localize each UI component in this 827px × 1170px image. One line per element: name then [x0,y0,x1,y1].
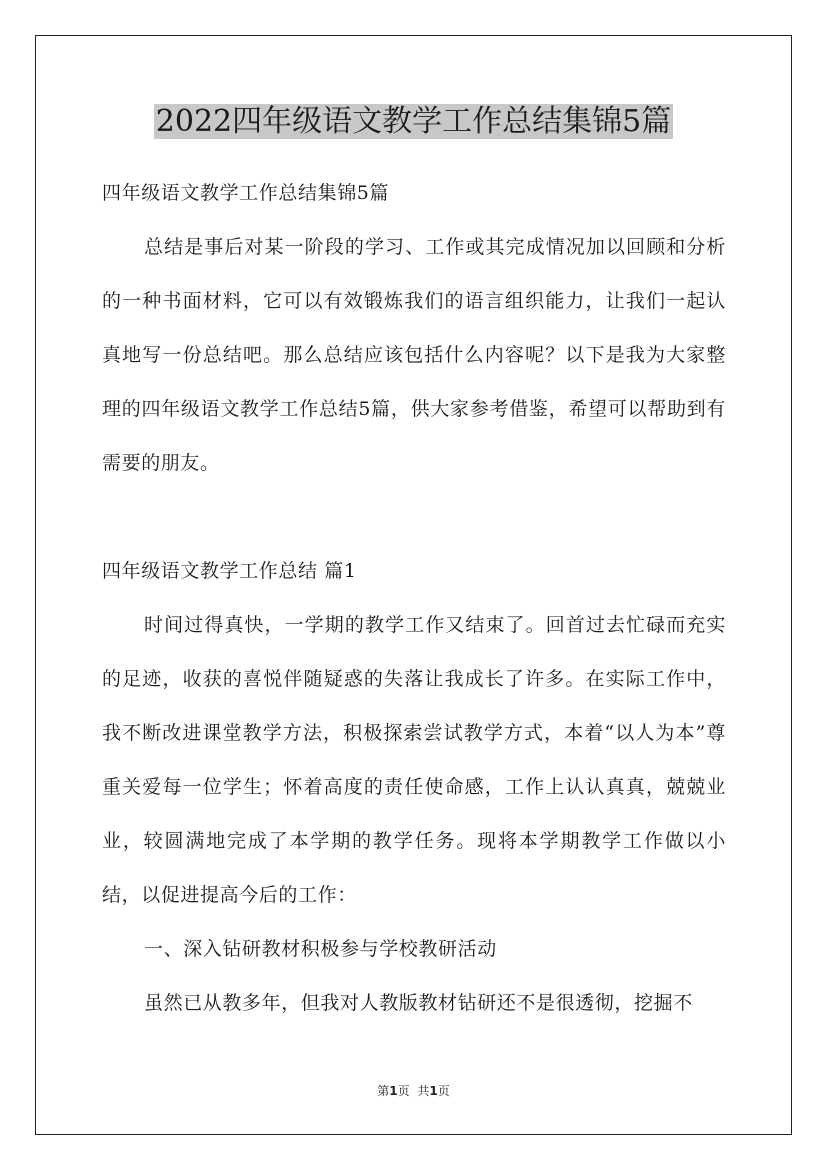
document-title [0,100,827,144]
footer-page-total: 1 [429,1084,438,1098]
footer-page-suffix: 页 [397,1084,410,1098]
document-body [102,166,726,1030]
footer-page-current: 1 [389,1084,398,1098]
subheading-1: 一、深入钻研教材积极参与学校教研活动 [144,938,497,960]
intro-paragraph: 总结是事后对某一阶段的学习、工作或其完成情况加以回顾和分析的一种书面材料，它可以有效锻炼我们的语言组织能力，让我们一起认真地写一份总结吧。那么总结应该包括什么内容呢？以下是我为大家整理的四年级语文教学工作总结5篇，供大家参考借鉴，希望可以帮助到有需要的朋友。 [102,236,726,474]
footer-total-suffix: 页 [437,1084,450,1098]
document-subtitle: 四年级语文教学工作总结集锦5篇 [102,182,390,204]
footer-total-prefix: 共 [417,1084,430,1098]
page-footer [0,1083,827,1099]
section-heading: 四年级语文教学工作总结 篇1 [102,560,357,582]
footer-page-prefix: 第 [377,1084,390,1098]
body-paragraph-2: 虽然已从教多年，但我对人教版教材钻研还不是很透彻，挖掘不 [144,992,693,1014]
body-paragraph-1: 时间过得真快，一学期的教学工作又结束了。回首过去忙碌而充实的足迹，收获的喜悦伴随疑惑的失落让我成长了许多。在实际工作中，我不断改进课堂教学方法，积极探索尝试教学方式，本着“以人为本”尊重关爱每一位学生；怀着高度的责任使命感，工作上认认真真，兢兢业业，较圆满地完成了本学期的教学任务。现将本学期教学工作做以小结，以促进提高今后的工作： [102,614,726,906]
document-title-text: 2022四年级语文教学工作总结集锦5篇 [155,104,672,139]
